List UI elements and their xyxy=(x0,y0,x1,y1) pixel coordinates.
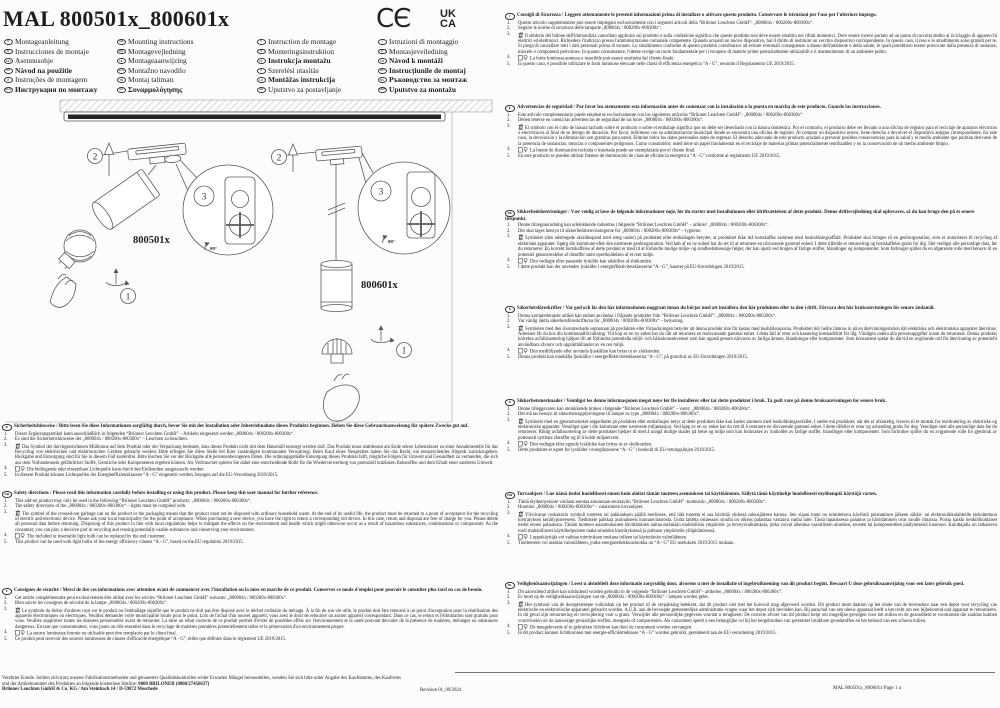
instruction-text: Questo articolo supplementare può essere impiegato esclusivamente con i seguenti articoli della “Briloner Leuchten GmbH”: „800004x / 800200x-800300x“. xyxy=(518,20,814,26)
country-code-icon: GB xyxy=(117,39,126,45)
step-3-label-left: 3 xyxy=(201,192,207,203)
section-heading xyxy=(505,306,997,313)
section-title: Veiligheidsaanwijzingen / Leest u alstublieft deze informatie zorgvuldig door, alvorens u met de installatie of ingebruikneming van dit product begint. Bewaart U deze gebruiksaanwijzing voor een later gebruik goed. xyxy=(517,582,965,587)
language-label: Συναρμολόγησης xyxy=(128,84,183,94)
instruction-text: Het symbool van de doorgestreepte vuilnisbak op het product of de verpakking betekent, dat dit product niet met het huisvuil mag afgevoerd worden. Dit product moet daarom op het einde van de levensduur naar een depot voor recycling van elektrische en elektronische apparaten gebracht worden. A.U.B. aan de bevoegde gemeentelijke administratie vragen waar het depot zich bevinden kan. Bij aanschaf van een nieuw apparaat heeft u het recht om een bijbehorend oud apparaat te retourneren. In dit geval zijn retournering en verwijdering voor u gratis. Verwijder alle persoonlijke gegevens voordat u terugkeert. De correcte afvoer van dit product helpt om mogelijke gevolgen voor het milieu en de gezondheid te voorkomen die zoaldus kunnen voortvloeien uit de aanwezige gevaarlijke stoffen, mengsels of componenten. Als consument speelt u een belangrijke rol bij het hergebruiken van potentieel bruikbare grondstoffen en het behoud van een schoon milieu. xyxy=(518,602,997,624)
instruction-item xyxy=(2,443,498,467)
instruction-item xyxy=(505,541,997,546)
replaceable-lamp-icon xyxy=(518,348,529,354)
instruction-item xyxy=(505,62,997,67)
section-heading xyxy=(505,210,997,222)
footer-doc-id: MAL 800501x_800601x Page 1 a xyxy=(833,686,901,691)
replaceable-lamp-icon xyxy=(518,534,529,540)
instruction-text: Il simbolo del bidone dell'immondizia cancellato applicato sul prodotto o sulla confezione significa che questo prodotto non deve essere smaltito nei rifiuti domestici. Deve essere invece portato ad un punto di raccolta dedito al riciclaggio di apparecchi elettrici ed elettronici. Richiedere l'indirizzo presso l'amministrazione comunale competente. Quando acquisti un nuovo dispositivo, hai il diritto di restituire un vecchio dispositivo corrispondente. In questo caso, il reso e lo smaltimento sono gratuiti per te. Si prega di cancellare tutti i dati personali prima di tornare. Lo smaltimento conforme di questo prodotto contribuisce ad evitare eventuali conseguenze a danno dell'ambiente e della salute, le quali potrebbero essere provocate dalla presenza di sostanze, miscele o componenti pericolose. In quanto consumatore, l'utente svolge un ruolo fondamentale per il recupero di materie prime potenzialmente utilizzabili e il mantenimento di un ambiente pulito. xyxy=(518,33,997,55)
right-column xyxy=(505,0,997,708)
language-label: Montažno navodilo xyxy=(128,65,186,75)
language-label: Asennusohje xyxy=(15,56,54,66)
country-code-icon: TR xyxy=(117,77,126,83)
instruction-text: Symbolet (den udstregede skraldespand med streg under) på produktet eller emballagen betyder, at produktet ikke må bortskaffes sammen med husholdningsaffald. Produktet skal bringes til en genbrugsstation, som er autoriseret til recycling af elektriske apparater. Spørg din kommune efter den nærmeste genbrugsstation. Ved køb af en ny enhed har du ret til at returnere en tilsvarende gammel enhed. I dette tilfælde er returnering og bortskaffelse gratis for dig. Slet venligst alle personlige data, før du returnerer. En korrekt bortskaffelse af dette produkt er med til at forhindre mulige miljø- og sundhedsmæssige følger, der kan opstå ved brugen af farlige stoffer, blandinger og komponenter. Som forbruger spiller du en afgørende rolle med hensyn til en potentiel genanvendelse af råstoffer samt opretholdelsen af et rent miljø. xyxy=(518,236,997,258)
country-code-icon: DK xyxy=(117,49,126,55)
instruction-text: Die beiliegende oder einsetzbare Lichtquelle kann durch den Endkunden ausgetauscht werden. xyxy=(27,467,205,473)
step-2-label-left: 2 xyxy=(92,152,98,163)
section-title: Turvaohjeet / Lue nämä tiedot huolellisesti ennen kuin aloitat tämän tuotteen asennuksen tai käyttöönoton. Säilytä tämä käyttöohje huolellisesti myöhempiä käyttöjä varten. xyxy=(517,492,878,497)
country-code-icon: GB xyxy=(2,491,12,497)
page-title: MAL 800501x_800601x xyxy=(3,6,230,31)
replaceable-lamp-icon xyxy=(518,258,529,264)
safety-section-dk xyxy=(505,210,997,271)
instruction-text: Dieser Ergänzungsartikel kann ausschließlich in folgenden “Briloner Leuchten GmbH” – Artikeln eingesetzt werden „800004x / 800200x-800300x“. xyxy=(15,431,295,437)
country-code-icon: H xyxy=(257,68,266,74)
instruction-text: Le symbole du bidon d'ordures rayé sur le produit ou l'emballage signifie que le produit ne doit pas être disposé avec le déchet ordinaire du ménage. À la fin de son vie utile, le produit doit être retourné à un point d'acceptation pour la réutilisation des appareils électroniques ou électriques. Veuillez demander votre municipalité locale pour le point. Lors de l'achat d'un nouvel appareil, vous avez le droit de retourner un ancien appareil correspondant. Dans ce cas, le retour et l'élimination sont gratuits pour vous. Veuillez supprimer toutes les données personnelles avant de retourner. La mise au rebut correcte de ce produit permet d'éviter de possibles effets sur l'environnement et la santé pouvant découler de la présence de matières, mélanges ou substances dangereux. En tant que consommateur, vous jouez un rôle essentiel dans le recyclage de matières premières potentiellement utiles et la préservation d'un environnement propre. xyxy=(15,608,498,630)
safety-section-e xyxy=(505,105,997,160)
instruction-text: I dette produkt kan der anvendes lyskilder i energieffektivitetsklasserne “A - G”, baseret på EU-forordningen 2019/2015. xyxy=(518,265,745,271)
instruction-text: La fuente de iluminación incluida o insertada puede ser reemplazada por el cliente final. xyxy=(530,148,696,154)
ce-mark-icon: CЄ xyxy=(376,4,411,34)
instruction-item xyxy=(505,325,997,349)
instruction-item xyxy=(2,473,498,478)
footer xyxy=(2,676,470,693)
instruction-list xyxy=(505,590,997,637)
language-label: Montageaanwijzing xyxy=(128,56,187,66)
weee-crossed-bin-icon xyxy=(15,443,21,449)
instruction-list xyxy=(505,314,997,361)
footer-hotline-text: und der Artikelnummer des Produktes an folgende kostenlose Hotline: xyxy=(2,681,138,687)
instruction-text: This add-on product may only be used in the following “Briloner Leuchten GmbH” products: „800004x / 800200x-800300x“. xyxy=(15,498,252,504)
section-title: Consigli di Sicurezza / Leggere attentamente le presenti informazioni prima di installare o attivare questo prodotto. Conservare le istruzioni per l'uso per l'ulteriore impiego. xyxy=(517,13,877,18)
country-code-icon: D xyxy=(4,39,13,45)
footer-revision: Revision 01_09/2024 xyxy=(420,688,462,693)
language-label: Montagevejledning xyxy=(128,46,186,56)
instruction-text: Er moet op de veiligheidsaanwijzingen van de „800004x / 800200x-800300x“ - lampen worden gelet. xyxy=(518,595,709,601)
section-title: Sikkerhedshenvisninger / Vær venlig at læse de følgende informationer nøje, før du starter med installationen eller idriftsættelsen af dette produkt. Denne driftsvejledning skal opbevares, så du kan bruge den på et senere tidspunkt. xyxy=(505,210,975,222)
instruction-item xyxy=(2,637,498,642)
instruction-text: Es sind die Sicherheitshinweise der „800004x / 800200x-800300x“ – Leuchten zu beachten. xyxy=(15,437,188,443)
instruction-item xyxy=(505,258,997,265)
country-code-icon: I xyxy=(378,39,387,45)
language-label: Mounting instructions xyxy=(128,37,194,46)
instruction-text: Den medföljande eller använda ljuskällan kan bytas ut av slutkunden. xyxy=(530,349,661,355)
safety-section-i xyxy=(505,13,997,68)
instruction-text: Loppukäyttäjä voi vaihtaa toimituksen mukana tulleen tai käytettävän valonlähteen. xyxy=(530,535,688,541)
safety-section-fin xyxy=(505,492,997,547)
section-title: Safety directions / Please read this information carefully before installing or using this product. Please keep this user manual for further reference. xyxy=(14,491,319,496)
instruction-text: The included or insertable light bulb can be replaced by the end customer. xyxy=(27,534,166,540)
weee-crossed-bin-icon xyxy=(518,418,524,424)
instruction-text: Dit aanvullend artikel kan uitsluitend worden gebruikt in de volgende “Briloner Leuchten GmbH”- artikelen „800004x / 800200x-800300x“. xyxy=(518,589,783,595)
replaceable-lamp-icon xyxy=(518,147,529,153)
footer-warranty-line1: Verehrter Kunde. Sollten sich trotz unserer Fabrikationsmethoden und genauester Qualitätskontrollen wider Erwarten Mängel herausstellen, wenden Sie sich bitte unter Angabe des Kaufdatums, des Kaufortes xyxy=(2,676,401,681)
instruction-text: In dit product kunnen lichtbronnen met energie-efficiëntieklasse “A - G” worden gebruikt, gerelateerd aan de EU-verordening 2019/2015. xyxy=(518,631,777,637)
weee-crossed-bin-icon xyxy=(518,325,524,331)
ukca-top: UK xyxy=(440,8,456,20)
instruction-text: Det må tas hensyn til sikkerhetsopplysningene til lamper av type „800004x / 800200x-800300x“. xyxy=(518,412,701,418)
instruction-text: Den vedlagte eller passende lyskilde kan udskiftes af slutkunden. xyxy=(530,259,653,265)
instruction-text: De meegeleverde of te gebruiken lichtbron kan door de consument worden vervangen. xyxy=(530,625,693,631)
country-code-icon: NL xyxy=(505,582,515,588)
model-label-pendant: 800601x xyxy=(361,280,398,291)
safety-section-s xyxy=(505,306,997,361)
country-code-icon: DK xyxy=(505,210,515,216)
instruction-text: Huomioi „800004x / 800200x-800300x“ - valaisimien turvaohjeet. xyxy=(518,505,644,511)
instruction-text: Cet article complémentaire peut exclusivement être utilisé avec les articles “Briloner Leuchten GmbH” suivants: „800004x / 800200x-800300x“. xyxy=(15,595,288,601)
country-code-icon: I xyxy=(505,13,515,19)
instruction-list xyxy=(2,499,498,546)
ukca-bottom: CA xyxy=(440,18,456,30)
language-label: Uputstvo za postavljanje xyxy=(268,84,342,94)
left-column xyxy=(2,0,498,708)
safety-section-d xyxy=(2,424,498,479)
instruction-item xyxy=(505,265,997,270)
language-label: Montageanleitung xyxy=(15,37,69,46)
section-title: Advertencias de seguridad / Por favor lea atentamente esta información antes de comenzar con la instalación o la puesta en marcha de este producto. Guarde las instrucciones. xyxy=(517,105,881,110)
replaceable-lamp-icon xyxy=(518,624,529,630)
instruction-list xyxy=(2,596,498,643)
instruction-item xyxy=(505,124,997,148)
instruction-text: Tämä täydennystuote voidaan asentaa ainoastaan seuraaviin “Briloner Leuchten GmbH” -tuotteisiin „800004x / 800200x-800300x“. xyxy=(518,499,767,505)
language-label: Instrukcja montażu xyxy=(268,56,331,66)
section-title: Sicherheitshinweise / Bitte lesen Sie diese Informationen sorgfältig durch, bevor Sie mit der Installation oder Inbetriebnahme dieses Produkts beginnen. Heben Sie diese Gebrauchsanweisung für spätere Zwecke gut auf. xyxy=(14,424,469,429)
section-heading xyxy=(2,588,498,595)
safety-section-f xyxy=(2,588,498,643)
replaceable-lamp-icon xyxy=(518,55,529,61)
instruction-item xyxy=(2,540,498,545)
country-code-icon: F xyxy=(257,39,266,45)
country-code-icon: RUS xyxy=(5,87,12,92)
safety-section-nl xyxy=(505,582,997,637)
step-3-label-right: 3 xyxy=(378,187,384,198)
section-title: Sikkerhetsmerknader / Vennligst les denne informasjonen meget nøye før De installerer eller tar dette produktet i bruk. Ta godt vare på denne bruksanvisningen for senere bruk. xyxy=(517,399,887,404)
language-label: Istruzioni di montaggio xyxy=(389,37,459,46)
step-2-label-right: 2 xyxy=(276,153,282,164)
country-code-icon: F xyxy=(2,588,12,594)
instruction-item xyxy=(505,32,997,56)
rotation-label-left: 90° xyxy=(210,246,217,251)
language-label: Instrucciones de montaje xyxy=(15,46,89,56)
instruction-item xyxy=(505,355,997,360)
country-code-icon: S xyxy=(505,306,515,312)
language-label: Instrucțiunile de montaj xyxy=(389,65,466,75)
language-label: Uputstvo za montažu xyxy=(389,84,456,94)
country-code-icon: SRB xyxy=(379,87,386,92)
instruction-list xyxy=(505,21,997,68)
language-label: Instruction de montage xyxy=(268,37,337,46)
country-code-icon: FIN xyxy=(5,58,11,63)
language-label: Návod k montáži xyxy=(389,56,443,66)
instruction-text: Das Symbol der durchgestrichenen Mülltonne auf dem Produkt oder der Verpackung bedeutet, dass dieses Produkt nicht mit dem Hausmüll entsorgt werden darf. Das Produkt muss stattdessen am Ende seiner Lebensdauer zu einer Annahmestelle für das Recycling von elektrischen und elektronischen Geräten gebracht werden. Bitte erfragen Sie diese Stelle bei Ihrer zuständigen kommunalen Verwaltung. Beim Kauf eines Neugerätes haben Sie das Recht, ein entsprechendes Altgerät zurückzugeben. Rückgabe und Entsorgung sind für Sie in diesem Fall kostenfrei. Bitte löschen Sie vor der Rückgabe alle personenbezogenen Daten. Die ordnungsgemäße Entsorgung dieses Produkts hilft, mögliche Folgen für Umwelt und Gesundheit zu vermeiden, die sich aus dem Vorhandensein gefährlicher Stoffe, Gemische oder Komponenten ergeben können. Als Verbraucher spielen Sie dabei eine entscheidende Rolle für die Wiederverwertung von potenziell nutzbaren Rohstoffen und dem Erhalt einer sauberen Umwelt. xyxy=(15,444,498,466)
country-code-icon: PL xyxy=(257,58,266,64)
step-1-label-left: 1 xyxy=(125,292,131,303)
replaceable-lamp-icon xyxy=(15,466,26,472)
instruction-text: Denna produkt kan innehålla ljuskällor i energieffektivitetsklasserna “A - G”, på grundval av EU-förordningen 2019/2015. xyxy=(518,355,748,361)
instruction-text: Denne tilleggsvaren kan utelukkende brukes i følgende “Briloner Leuchten GmbH” – varer: „800004x / 800200x-800300x“. xyxy=(518,406,752,412)
weee-crossed-bin-icon xyxy=(518,124,524,130)
country-code-icon: NL xyxy=(117,58,126,64)
instruction-list xyxy=(505,407,997,454)
language-label: Monteringsinstruktion xyxy=(268,46,335,56)
replaceable-lamp-icon xyxy=(15,630,26,636)
country-code-icon: SK xyxy=(4,68,13,74)
instruction-text: En este producto se pueden utilizar fuentes de iluminación de clase de eficiencia energética “A - G” conforme al reglamento UE 2019/2015. xyxy=(518,154,781,160)
instruction-item xyxy=(2,607,498,631)
language-label: Instruções de montagem xyxy=(15,75,88,85)
weee-crossed-bin-icon xyxy=(15,607,21,613)
country-code-icon: FIN xyxy=(505,492,515,498)
country-code-icon: S xyxy=(257,49,266,55)
instruction-item xyxy=(505,448,997,453)
footer-hotline-number: 0800 BRILONER (0800/27456637) xyxy=(138,681,210,687)
country-code-icon: RO xyxy=(380,68,385,73)
rotation-label-right: 90° xyxy=(388,239,395,244)
instruction-text: La source lumineuse fournie ou utilisable peut être remplacée par le client final. xyxy=(27,631,177,637)
country-code-icon: GR xyxy=(119,87,124,92)
instruction-text: Dette produktet er egnet for lyskilder i energiklassene “A - G” i henhold til EU-retningslinjen 2019/2015. xyxy=(518,448,716,454)
weee-crossed-bin-icon xyxy=(518,511,524,517)
safety-section-gb xyxy=(2,491,498,546)
section-title: Säkerhetsföreskrifter / Var god och läs den här informationen noggrant innan du börjar med att installera den här produkten eller ta den i drift. Förvara den här bruksanvisningen för senare ändamål. xyxy=(517,306,935,311)
instruction-text: The safety directions of the „800004x / 800200x-800300x“ – lights must be complied with. xyxy=(15,504,187,510)
section-heading xyxy=(505,13,997,20)
instruction-item xyxy=(505,631,997,636)
weee-crossed-bin-icon xyxy=(15,510,21,516)
weee-crossed-bin-icon xyxy=(518,601,524,607)
instruction-text: In diesem Produkt können Lichtquellen der Energieeffizienzklassen “A - G” eingesetzt werden, bezogen auf die EU-Verordnung 2019/2015. xyxy=(15,473,279,479)
instruction-item xyxy=(505,234,997,258)
language-label: Montaj talimatı xyxy=(128,75,174,85)
instruction-text: La fonte luminosa annessa o inseribile può essere sostituita dal cliente finale. xyxy=(530,56,675,62)
instruction-text: El símbolo con el cubo de basura tachado sobre el producto o sobre el embalaje significa que no debe ser desechado con la basura doméstica. Por el contrario, el producto debe ser llevado a una oficina de registro para el reciclaje de aparatos eléctricos o electrónicos al final de su tiempo de duración. Por favor, infórmese con su administración municipal donde se encuentra una oficina de registro. Al comprar un dispositivo nuevo, tiene derecho a devolver el dispositivo antiguo correspondiente. En este caso, la devolución y la eliminación son gratuitas para usted. Elimine todos los datos personales antes de regresar. El desecho adecuado de este producto ayudará a prevenir posibles consecuencias para la salud y el medio ambiente que podrían derivarse de la presencia de sustancias, mezclas o componentes peligrosos. Como consumidor, usted tiene un papel fundamental en el reciclaje de materias primas potencialmente reutilizables y en la conservación de un medio ambiente limpio. xyxy=(518,125,997,147)
instruction-text: Bien suivre les consignes de sécurité de la lampe „800004x / 800200x-800300x“. xyxy=(15,601,168,607)
section-heading xyxy=(505,582,997,589)
instruction-item xyxy=(2,510,498,534)
instruction-text: Symbolen med den överstreckade soptunnan på produkten eller förpackningen betyder att denna produkt inte får kastas med hushållssoporna. Produkten bör hellre lämnas in på en återvinningsstation där elektriska och elektroniska apparater återvinns. Adressen får du hos din kommunalförvaltning. Vid köp av en ny enhet har du rätt att returnera en motsvarande gammal enhet. I detta fall är retur och kassering kostnadsfritt för dig. Vänligen radera alla personuppgifter innan du returnerar. Denna produkts korrekta avfallshantering hjälper till att förhindra potentiella miljö- och hälsokonsekvenser som kan uppstå genom närvaron av farliga ämnen, blandningar eller komponenter. Som konsument spelar du därvid en avgörande roll för återvinning av potentiellt användbara råvaror och upprätthållandet av en ren miljö. xyxy=(518,326,997,348)
country-code-icon: BG xyxy=(378,77,387,83)
instruction-list xyxy=(505,113,997,160)
country-code-icon: E xyxy=(4,49,13,55)
safety-section-n xyxy=(505,399,997,454)
instruction-text: Este artículo complementario puede emplearse exclusivamente con los siguientes artículos “Briloner Leuchten GmbH”: „800004x / 800200x-800300x“. xyxy=(518,112,804,118)
section-title: Consignes de sécurité / Merci de lire ces informations avec attention avant de commencer avec l'installation ou la mise en marche de ce produit. Conservez ce mode d'emploi pour pouvoir le consulter plus tard en cas de besoin. xyxy=(14,588,483,593)
country-code-icon: N xyxy=(378,49,387,55)
country-code-icon: SLO xyxy=(118,68,125,73)
instruction-text: Var vänlig iaktta säkerhetsföreskrifterna för „800004x / 800200x-800300x“ – belysning. xyxy=(518,319,684,325)
instruction-text: Symbolet med en gjennomstreket søppelbøtte på produktet eller emballasjen betyr at dette produktet ikke kan kastes sammen med husholdningsavfallet. I stedet må produktet, når det er ubrukelig, leveres til et mottak for resirkulering av elektriske og elektroniske apparater. Vennligst spør i din kommune etter nærmeste miljøstasjon. Ved kjøp av en ny enhet har du rett til å returnere en tilsvarende gammel enhet. I dette tilfellet er retur og avhending gratis for deg. Vennligst slett alle personlige data før du returnerer. Riktig avfallssortering av dette produktet hjelper til med å unngå mulige skader på helse og miljø som kan forårsakes av innholdet av farlige stoffer, blandinger eller komponenter. Som forbruker spiller du en avgjørende rolle for gjenbruk av potensielt nyttbare råstoffer og til å holde miljøet rent. xyxy=(518,419,997,441)
language-label: Ръководство за монтаж xyxy=(389,75,468,85)
instruction-list xyxy=(505,500,997,547)
weee-crossed-bin-icon xyxy=(518,234,524,240)
instruction-item xyxy=(505,511,997,535)
instruction-text: Denne tillægsanordning kan udelukkende indsættes i følgende “Briloner Leuchten GmbH” – artikler: „800004x / 800200x-800300x“. xyxy=(518,223,769,229)
instruction-text: Den vedlagte eller egnede lyskilden kan byttes ut av sluttkunden. xyxy=(530,442,653,448)
instruction-item xyxy=(505,418,997,442)
language-label: Návod na použitie xyxy=(15,65,73,75)
instruction-list xyxy=(505,223,997,270)
instruction-text: Seguire le norme di sicurezza delle lampade „800004x / 800200x-800300x“. xyxy=(518,26,662,32)
footer-divider xyxy=(455,672,995,673)
instruction-text: The symbol of the crossed-out garbage can on the product or the packaging means that the product must not be disposed with ordinary household waste. At the end of its useful life, the product must be returned to a point of acceptance for the recycling of electric and electronic device. Please ask your local municipality for the point of acceptance. When purchasing a new device, you have the right to return a corresponding old device. In this case, return and disposal are free of charge for you. Please delete all personal data before returning. Disposing of this product in line with local regulations helps to mitigate the effects on the environment and health which might otherwise occur as a result of hazardous substances, combinations or components. As the consumer, you can play a decisive part in recycling and reusing potentially usable substances and conserving your environment. xyxy=(15,511,498,533)
language-label: Montāžas instrukcija xyxy=(268,75,336,85)
language-label: Szerelési utasítás xyxy=(268,65,319,75)
instruction-text: Ce produit peut recevoir des sources lumineuses de classes d'efficacité énergétique “A - G”, telles que définies dans le règlement UE 2019/2015. xyxy=(15,637,287,643)
instruction-item xyxy=(505,601,997,625)
instruction-item xyxy=(505,154,997,159)
footer-address: Briloner Leuchten GmbH & Co. KG / Am Steinbach 14 / D-59872 Meschede xyxy=(2,687,158,693)
step-1-label-right: 1 xyxy=(401,346,407,357)
replaceable-lamp-icon xyxy=(15,533,26,539)
section-heading xyxy=(505,492,997,499)
section-heading xyxy=(505,399,997,406)
country-code-icon: N xyxy=(505,399,515,405)
model-label-spotlight: 800501x xyxy=(133,235,170,246)
instruction-text: This product can be used with light bulbs of the energy efficiency classes “A - G”, based on the EU regulation 2019/2015. xyxy=(15,540,244,546)
instruction-text: Denna kompletterande artikel kan endast användas i följande produkter från “Briloner Leuchten GmbH”: „800004x / 800200x-800300x“. xyxy=(518,313,777,319)
country-code-icon: E xyxy=(505,105,515,111)
instruction-text: Tuotteeseen voi asentaa valonlähteen, jonka energiatehokkuusluokka on “A - G” EU-asetuksen 2019/2015 mukaan. xyxy=(518,541,735,547)
language-label: Инструкция по монтажу xyxy=(15,84,98,94)
country-code-icon: CZ xyxy=(378,58,387,64)
section-heading xyxy=(2,424,498,431)
section-heading xyxy=(505,105,997,112)
country-code-icon: P xyxy=(4,77,13,83)
instruction-list xyxy=(2,432,498,479)
section-heading xyxy=(2,491,498,498)
instruction-text: Der skal tages hensyn til sikkerhedshenvisningerne for „800004x / 800200x-800300x“ – lygterne. xyxy=(518,228,702,234)
language-label: Montasjeveiledning xyxy=(389,46,448,56)
instruction-text: In questo caso, è possibile utilizzare le fonti luminose elencate nelle classi di efficienza energetica “A - G”, secondo il Regolamento UE 2019/2015. xyxy=(518,62,795,68)
country-code-icon: D xyxy=(2,424,12,430)
instruction-text: Yliviivatun roskakorin symboli tuotteen tai pakkauksen päällä merkitsee, että tätä tuotetta ei saa hävittää yhdessä talousjätteen kanssa. Sen sijaan tuote on toimitettava käytöstä poistamisen jälkeen sähkö- tai elektroniikkalaitteille tarkoitettuun kierrätyksen keräilypisteeseen. Tiedustele paikkaa asuinalueesi kunnanvirastosta. Uutta laitetta ostaessasi sinulla on oikeus palauttaa vastaava vanha laite. Tässä tapauksessa palautus ja hävittäminen ovat sinulle ilmaisia. Poista kaikki henkilökohtaiset tiedot ennen palautusta. Tämän tuotteen asianmukainen hävittäminen auttaa estämään mahdollisia ympäristö- ja terveysvaikutuksia, jotka voivat aiheutua vaarallisten aineiden, seosten tai komponenttien päätymisestä luontoon. Kuluttajalla on ratkaiseva rooli mahdollisesti käyttökelpoisten raaka-aineiden kierrätyksessä ja puhtaan ympäristön ylläpitämisessä. xyxy=(518,512,997,534)
replaceable-lamp-icon xyxy=(518,441,529,447)
country-code-icon: HR xyxy=(257,87,266,93)
country-code-icon: LV xyxy=(257,77,266,83)
instruction-text: Deben tenerse en cuenta las advertencias de seguridad de las luces „800004x / 800200x-800300x“. xyxy=(518,118,704,124)
weee-crossed-bin-icon xyxy=(518,32,524,38)
